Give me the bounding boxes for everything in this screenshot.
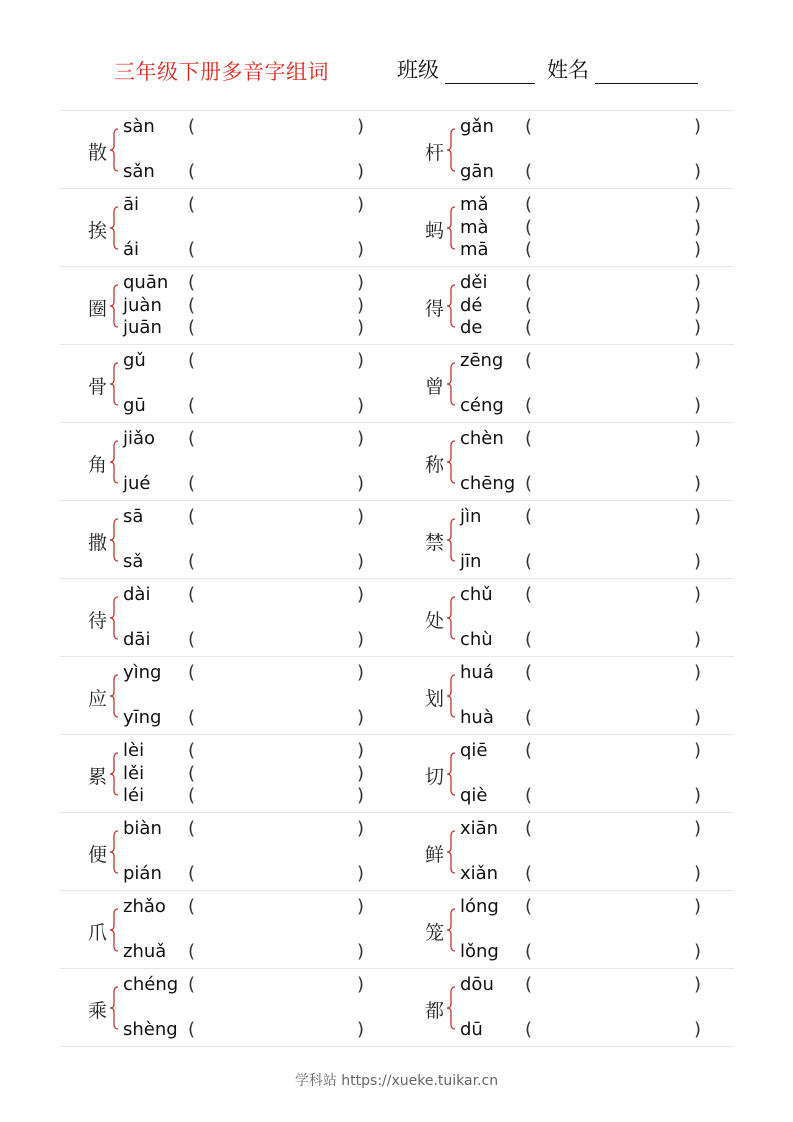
pinyin-reading: sǎ (123, 551, 144, 572)
pinyin-reading: xiǎn (460, 863, 499, 884)
brace-icon (446, 908, 456, 952)
answer-blank-open[interactable]: ( (525, 785, 533, 806)
polyphonic-entry (60, 267, 397, 344)
pinyin-reading: xiān (460, 818, 499, 839)
answer-blank-close[interactable]: ) (357, 239, 365, 260)
answer-blank-open[interactable]: ( (188, 662, 196, 683)
answer-blank-close[interactable]: ) (694, 506, 702, 527)
answer-blank-close[interactable]: ) (357, 506, 365, 527)
answer-blank-open[interactable]: ( (525, 350, 533, 371)
polyphonic-entry (397, 189, 734, 266)
pinyin-reading: jìn (460, 506, 482, 527)
answer-blank-close[interactable]: ) (694, 584, 702, 605)
answer-blank-open[interactable]: ( (525, 317, 533, 338)
answer-blank-open[interactable]: ( (188, 295, 196, 316)
answer-blank-close[interactable]: ) (357, 818, 365, 839)
answer-blank-close[interactable]: ) (694, 350, 702, 371)
pinyin-reading: juàn (123, 295, 162, 316)
pinyin-reading: chèn (460, 428, 504, 449)
answer-blank-open[interactable]: ( (525, 707, 533, 728)
table-row (60, 501, 734, 579)
table-row (60, 345, 734, 423)
pinyin-reading: yìng (123, 662, 162, 683)
polyphonic-entry (60, 891, 397, 968)
pinyin-reading: jīn (460, 551, 482, 572)
brace-icon (446, 596, 456, 640)
answer-blank-open[interactable]: ( (188, 785, 196, 806)
pinyin-reading: léi (123, 785, 145, 806)
character: 鲜 (425, 844, 445, 866)
answer-blank-close[interactable]: ) (357, 629, 365, 650)
answer-blank-close[interactable]: ) (694, 740, 702, 761)
answer-blank-close[interactable]: ) (694, 1019, 702, 1040)
polyphonic-entry (397, 501, 734, 578)
answer-blank-open[interactable]: ( (525, 662, 533, 683)
character: 都 (425, 1000, 445, 1022)
pinyin-reading: zēng (460, 350, 504, 371)
table-row (60, 579, 734, 657)
pinyin-reading: jiǎo (123, 428, 156, 449)
answer-blank-close[interactable]: ) (357, 785, 365, 806)
pinyin-reading: qiè (460, 785, 488, 806)
brace-icon (446, 830, 456, 874)
polyphonic-entry (60, 579, 397, 656)
pinyin-reading: sǎn (123, 161, 155, 182)
pinyin-reading: lèi (123, 740, 145, 761)
answer-blank-open[interactable]: ( (188, 863, 196, 884)
character: 杆 (425, 142, 445, 164)
brace-icon (109, 986, 119, 1030)
answer-blank-close[interactable]: ) (694, 863, 702, 884)
answer-blank-close[interactable]: ) (694, 896, 702, 917)
pinyin-reading: dōu (460, 974, 494, 995)
brace-icon (109, 128, 119, 172)
character: 切 (425, 766, 445, 788)
answer-blank-close[interactable]: ) (357, 740, 365, 761)
answer-blank-open[interactable]: ( (525, 584, 533, 605)
answer-blank-open[interactable]: ( (525, 428, 533, 449)
brace-icon (109, 674, 119, 718)
polyphonic-entry (60, 813, 397, 890)
table-row (60, 813, 734, 891)
answer-blank-open[interactable]: ( (188, 428, 196, 449)
answer-blank-open[interactable]: ( (188, 740, 196, 761)
answer-blank-close[interactable]: ) (357, 272, 365, 293)
pinyin-reading: de (460, 317, 483, 338)
character: 待 (88, 610, 108, 632)
answer-blank-close[interactable]: ) (357, 941, 365, 962)
pinyin-reading: sā (123, 506, 144, 527)
pinyin-reading: zhǎo (123, 896, 166, 917)
polyphonic-entry (60, 111, 397, 188)
brace-icon (109, 440, 119, 484)
answer-blank-close[interactable]: ) (694, 194, 702, 215)
brace-icon (446, 752, 456, 796)
table-row (60, 891, 734, 969)
answer-blank-close[interactable]: ) (357, 295, 365, 316)
answer-blank-close[interactable]: ) (694, 239, 702, 260)
answer-blank-open[interactable]: ( (188, 896, 196, 917)
answer-blank-open[interactable]: ( (525, 239, 533, 260)
pinyin-reading: dū (460, 1019, 483, 1040)
table-row (60, 189, 734, 267)
pinyin-reading: mǎ (460, 194, 489, 215)
brace-icon (109, 596, 119, 640)
pinyin-reading: gǔ (123, 350, 146, 371)
answer-blank-close[interactable]: ) (694, 317, 702, 338)
answer-blank-open[interactable]: ( (188, 506, 196, 527)
character: 散 (88, 142, 108, 164)
character: 骨 (88, 376, 108, 398)
polyphonic-entry (60, 423, 397, 500)
character: 划 (425, 688, 445, 710)
answer-blank-open[interactable]: ( (188, 629, 196, 650)
polyphonic-entry (397, 579, 734, 656)
polyphonic-entry (60, 735, 397, 812)
character: 蚂 (425, 220, 445, 242)
brace-icon (109, 908, 119, 952)
name-field (547, 54, 698, 84)
character: 得 (425, 298, 445, 320)
answer-blank-open[interactable]: ( (188, 974, 196, 995)
character: 圈 (88, 298, 108, 320)
answer-blank-close[interactable]: ) (694, 941, 702, 962)
worksheet-title: 三年级下册多音字组词 (114, 60, 329, 84)
brace-icon (446, 284, 456, 328)
pinyin-reading: lěi (123, 763, 145, 784)
table-row (60, 423, 734, 501)
brace-icon (109, 830, 119, 874)
brace-icon (109, 752, 119, 796)
polyphonic-entry (60, 969, 397, 1046)
answer-blank-open[interactable]: ( (525, 295, 533, 316)
answer-blank-open[interactable]: ( (188, 584, 196, 605)
brace-icon (109, 362, 119, 406)
pinyin-reading: pián (123, 863, 162, 884)
answer-blank-close[interactable]: ) (694, 295, 702, 316)
answer-blank-close[interactable]: ) (357, 473, 365, 494)
character: 应 (88, 688, 108, 710)
character: 乘 (88, 1000, 108, 1022)
pinyin-reading: juān (123, 317, 162, 338)
answer-blank-open[interactable]: ( (188, 818, 196, 839)
answer-blank-open[interactable]: ( (188, 239, 196, 260)
answer-blank-open[interactable]: ( (525, 194, 533, 215)
pinyin-reading: céng (460, 395, 504, 416)
answer-blank-open[interactable]: ( (188, 116, 196, 137)
brace-icon (109, 518, 119, 562)
answer-blank-open[interactable]: ( (188, 395, 196, 416)
polyphonic-entry (60, 657, 397, 734)
polyphonic-entry (397, 423, 734, 500)
character: 挨 (88, 220, 108, 242)
brace-icon (109, 206, 119, 250)
brace-icon (446, 128, 456, 172)
answer-blank-close[interactable]: ) (357, 551, 365, 572)
class-field (397, 54, 535, 84)
answer-blank-open[interactable]: ( (525, 116, 533, 137)
answer-blank-close[interactable]: ) (694, 818, 702, 839)
answer-blank-open[interactable]: ( (188, 1019, 196, 1040)
pinyin-reading: huá (460, 662, 494, 683)
answer-blank-close[interactable]: ) (357, 896, 365, 917)
brace-icon (446, 518, 456, 562)
table-row (60, 735, 734, 813)
answer-blank-open[interactable]: ( (525, 506, 533, 527)
character: 撒 (88, 532, 108, 554)
pinyin-reading: biàn (123, 818, 162, 839)
polyphonic-entry (397, 657, 734, 734)
character: 便 (88, 844, 108, 866)
answer-blank-close[interactable]: ) (694, 785, 702, 806)
pinyin-reading: dé (460, 295, 483, 316)
pinyin-reading: qiē (460, 740, 488, 761)
answer-blank-open[interactable]: ( (188, 941, 196, 962)
answer-blank-open[interactable]: ( (188, 551, 196, 572)
polyphonic-entry (60, 501, 397, 578)
brace-icon (446, 206, 456, 250)
name-label: 姓名 (547, 58, 589, 82)
pinyin-reading: ái (123, 239, 140, 260)
worksheet-header (0, 52, 793, 88)
answer-blank-open[interactable]: ( (188, 707, 196, 728)
answer-blank-open[interactable]: ( (525, 941, 533, 962)
pinyin-reading: jué (123, 473, 151, 494)
pinyin-reading: quān (123, 272, 169, 293)
character: 爪 (88, 922, 108, 944)
table-row (60, 111, 734, 189)
answer-blank-close[interactable]: ) (694, 473, 702, 494)
pinyin-reading: dāi (123, 629, 151, 650)
answer-blank-open[interactable]: ( (525, 473, 533, 494)
answer-blank-open[interactable]: ( (525, 629, 533, 650)
answer-blank-open[interactable]: ( (188, 161, 196, 182)
class-label: 班级 (397, 58, 439, 82)
answer-blank-close[interactable]: ) (357, 707, 365, 728)
answer-blank-close[interactable]: ) (357, 763, 365, 784)
brace-icon (446, 362, 456, 406)
answer-blank-open[interactable]: ( (525, 896, 533, 917)
answer-blank-open[interactable]: ( (525, 740, 533, 761)
answer-blank-close[interactable]: ) (357, 395, 365, 416)
answer-blank-close[interactable]: ) (694, 428, 702, 449)
footer-source: 学科站 https://xueke.tuikar.cn (294, 1073, 499, 1089)
answer-blank-close[interactable]: ) (357, 194, 365, 215)
answer-blank-open[interactable]: ( (525, 161, 533, 182)
character: 笼 (425, 922, 445, 944)
answer-blank-close[interactable]: ) (694, 707, 702, 728)
brace-icon (446, 986, 456, 1030)
pinyin-reading: zhuǎ (123, 941, 167, 962)
pinyin-reading: dài (123, 584, 151, 605)
answer-blank-open[interactable]: ( (525, 818, 533, 839)
pinyin-reading: chǔ (460, 584, 493, 605)
character: 曾 (425, 376, 445, 398)
table-row (60, 969, 734, 1047)
table-row (60, 657, 734, 735)
answer-blank-open[interactable]: ( (188, 194, 196, 215)
answer-blank-close[interactable]: ) (357, 863, 365, 884)
answer-blank-close[interactable]: ) (357, 350, 365, 371)
character: 禁 (425, 532, 445, 554)
answer-blank-open[interactable]: ( (525, 863, 533, 884)
brace-icon (446, 674, 456, 718)
answer-blank-open[interactable]: ( (525, 1019, 533, 1040)
answer-blank-close[interactable]: ) (694, 662, 702, 683)
polyphonic-entry (60, 189, 397, 266)
class-blank-line[interactable] (445, 61, 535, 84)
answer-blank-close[interactable]: ) (694, 551, 702, 572)
pinyin-reading: shèng (123, 1019, 178, 1040)
answer-blank-open[interactable]: ( (188, 350, 196, 371)
character: 处 (425, 610, 445, 632)
polyphonic-entry (397, 111, 734, 188)
polyphonic-entry (397, 891, 734, 968)
pinyin-reading: āi (123, 194, 140, 215)
answer-blank-open[interactable]: ( (188, 473, 196, 494)
polyphonic-table (60, 110, 734, 1047)
answer-blank-close[interactable]: ) (357, 161, 365, 182)
answer-blank-open[interactable]: ( (525, 395, 533, 416)
pinyin-reading: sàn (123, 116, 155, 137)
polyphonic-entry (60, 345, 397, 422)
pinyin-reading: yīng (123, 707, 162, 728)
polyphonic-entry (397, 969, 734, 1046)
answer-blank-close[interactable]: ) (694, 217, 702, 238)
answer-blank-close[interactable]: ) (694, 272, 702, 293)
answer-blank-open[interactable]: ( (525, 974, 533, 995)
answer-blank-open[interactable]: ( (188, 763, 196, 784)
answer-blank-close[interactable]: ) (694, 116, 702, 137)
name-blank-line[interactable] (595, 61, 698, 84)
character: 累 (88, 766, 108, 788)
pinyin-reading: mà (460, 217, 489, 238)
answer-blank-close[interactable]: ) (694, 395, 702, 416)
pinyin-reading: lǒng (460, 941, 499, 962)
answer-blank-open[interactable]: ( (525, 551, 533, 572)
polyphonic-entry (397, 813, 734, 890)
pinyin-reading: chēng (460, 473, 516, 494)
brace-icon (109, 284, 119, 328)
answer-blank-close[interactable]: ) (357, 974, 365, 995)
answer-blank-close[interactable]: ) (694, 161, 702, 182)
pinyin-reading: lóng (460, 896, 499, 917)
pinyin-reading: huà (460, 707, 494, 728)
answer-blank-close[interactable]: ) (694, 629, 702, 650)
pinyin-reading: děi (460, 272, 488, 293)
table-row (60, 267, 734, 345)
answer-blank-close[interactable]: ) (357, 662, 365, 683)
answer-blank-close[interactable]: ) (357, 1019, 365, 1040)
pinyin-reading: mā (460, 239, 489, 260)
answer-blank-close[interactable]: ) (357, 584, 365, 605)
answer-blank-close[interactable]: ) (357, 428, 365, 449)
pinyin-reading: gǎn (460, 116, 494, 137)
polyphonic-entry (397, 735, 734, 812)
character: 称 (425, 454, 445, 476)
answer-blank-open[interactable]: ( (525, 217, 533, 238)
pinyin-reading: gān (460, 161, 494, 182)
polyphonic-entry (397, 267, 734, 344)
polyphonic-entry (397, 345, 734, 422)
answer-blank-close[interactable]: ) (357, 116, 365, 137)
pinyin-reading: chéng (123, 974, 179, 995)
answer-blank-open[interactable]: ( (188, 272, 196, 293)
pinyin-reading: gū (123, 395, 146, 416)
character: 角 (88, 454, 108, 476)
pinyin-reading: chù (460, 629, 493, 650)
answer-blank-open[interactable]: ( (525, 272, 533, 293)
answer-blank-open[interactable]: ( (188, 317, 196, 338)
answer-blank-close[interactable]: ) (694, 974, 702, 995)
brace-icon (446, 440, 456, 484)
answer-blank-close[interactable]: ) (357, 317, 365, 338)
